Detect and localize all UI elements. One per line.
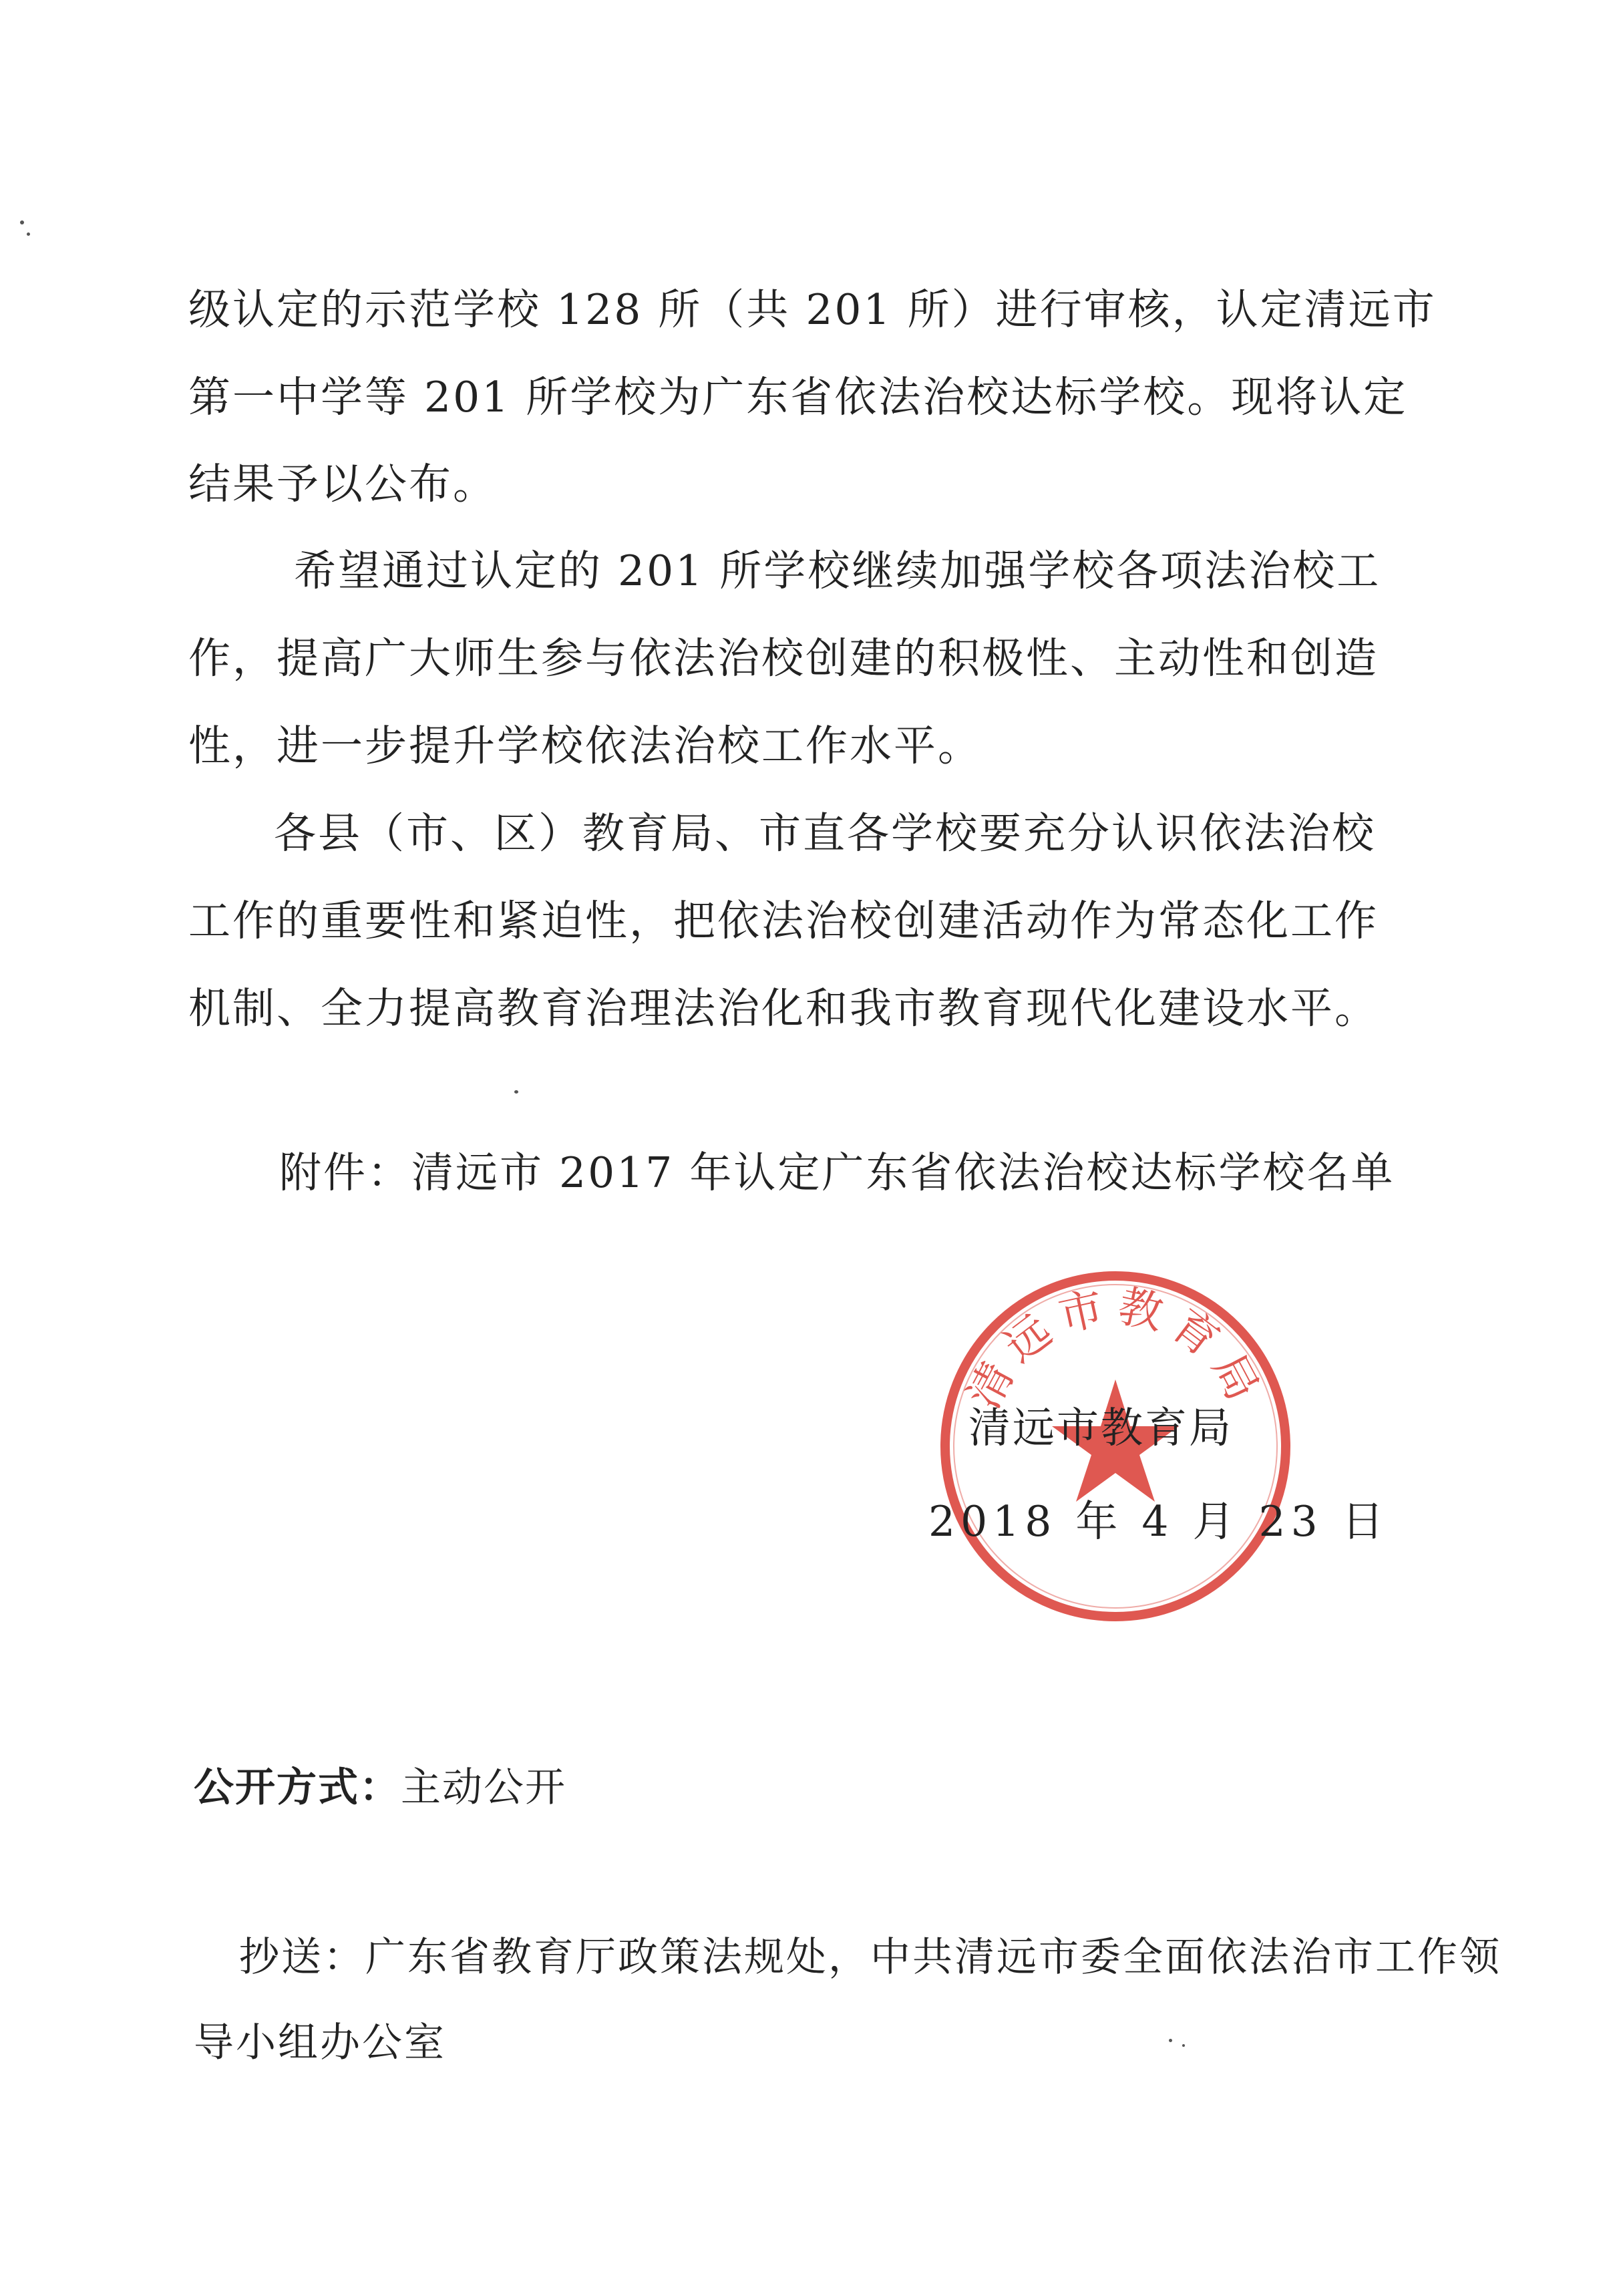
attachment-note: 附件：清远市 2017 年认定广东省依法治校达标学校名单 [279,1148,1395,1197]
paragraph-3-line-3: 机制、全力提高教育治理法治化和我市教育现代化建设水平。 [188,984,1379,1033]
cc-line-2: 导小组办公室 [194,2019,446,2066]
issue-date: 2018 年 4 月 23 日 [928,1497,1389,1546]
cc-line-1: 抄送：广东省教育厅政策法规处，中共清远市委全面依法治市工作领 [239,1934,1501,1981]
scan-speck [20,220,24,224]
scan-speck [514,1090,518,1094]
disclosure-value: 主动公开 [401,1764,566,1811]
paragraph-3-line-1: 各县（市、区）教育局、市直各学校要充分认识依法治校 [274,809,1376,858]
seal-text: 清远市教育局 [958,1280,1273,1417]
paragraph-2-line-2: 作，提高广大师生参与依法治校创建的积极性、主动性和创造 [188,634,1379,683]
scan-speck [1169,2039,1172,2042]
paragraph-1-line-2: 第一中学等 201 所学校为广东省依法治校达标学校。现将认定 [188,373,1408,422]
paragraph-1-line-3: 结果予以公布。 [188,460,497,508]
paragraph-3-line-2: 工作的重要性和紧迫性，把依法治校创建活动作为常态化工作 [188,896,1379,945]
paragraph-2-line-1: 希望通过认定的 201 所学校继续加强学校各项法治校工 [294,546,1381,595]
paragraph-2-line-3: 性，进一步提升学校依法治校工作水平。 [188,721,982,770]
disclosure-method [194,1761,566,1814]
scan-speck [1182,2044,1185,2047]
issuer-name: 清远市教育局 [968,1404,1233,1452]
paragraph-1-line-1: 级认定的示范学校 128 所（共 201 所）进行审核，认定清远市 [188,285,1437,334]
scan-speck [27,232,30,236]
disclosure-label: 公开方式： [194,1764,401,1811]
